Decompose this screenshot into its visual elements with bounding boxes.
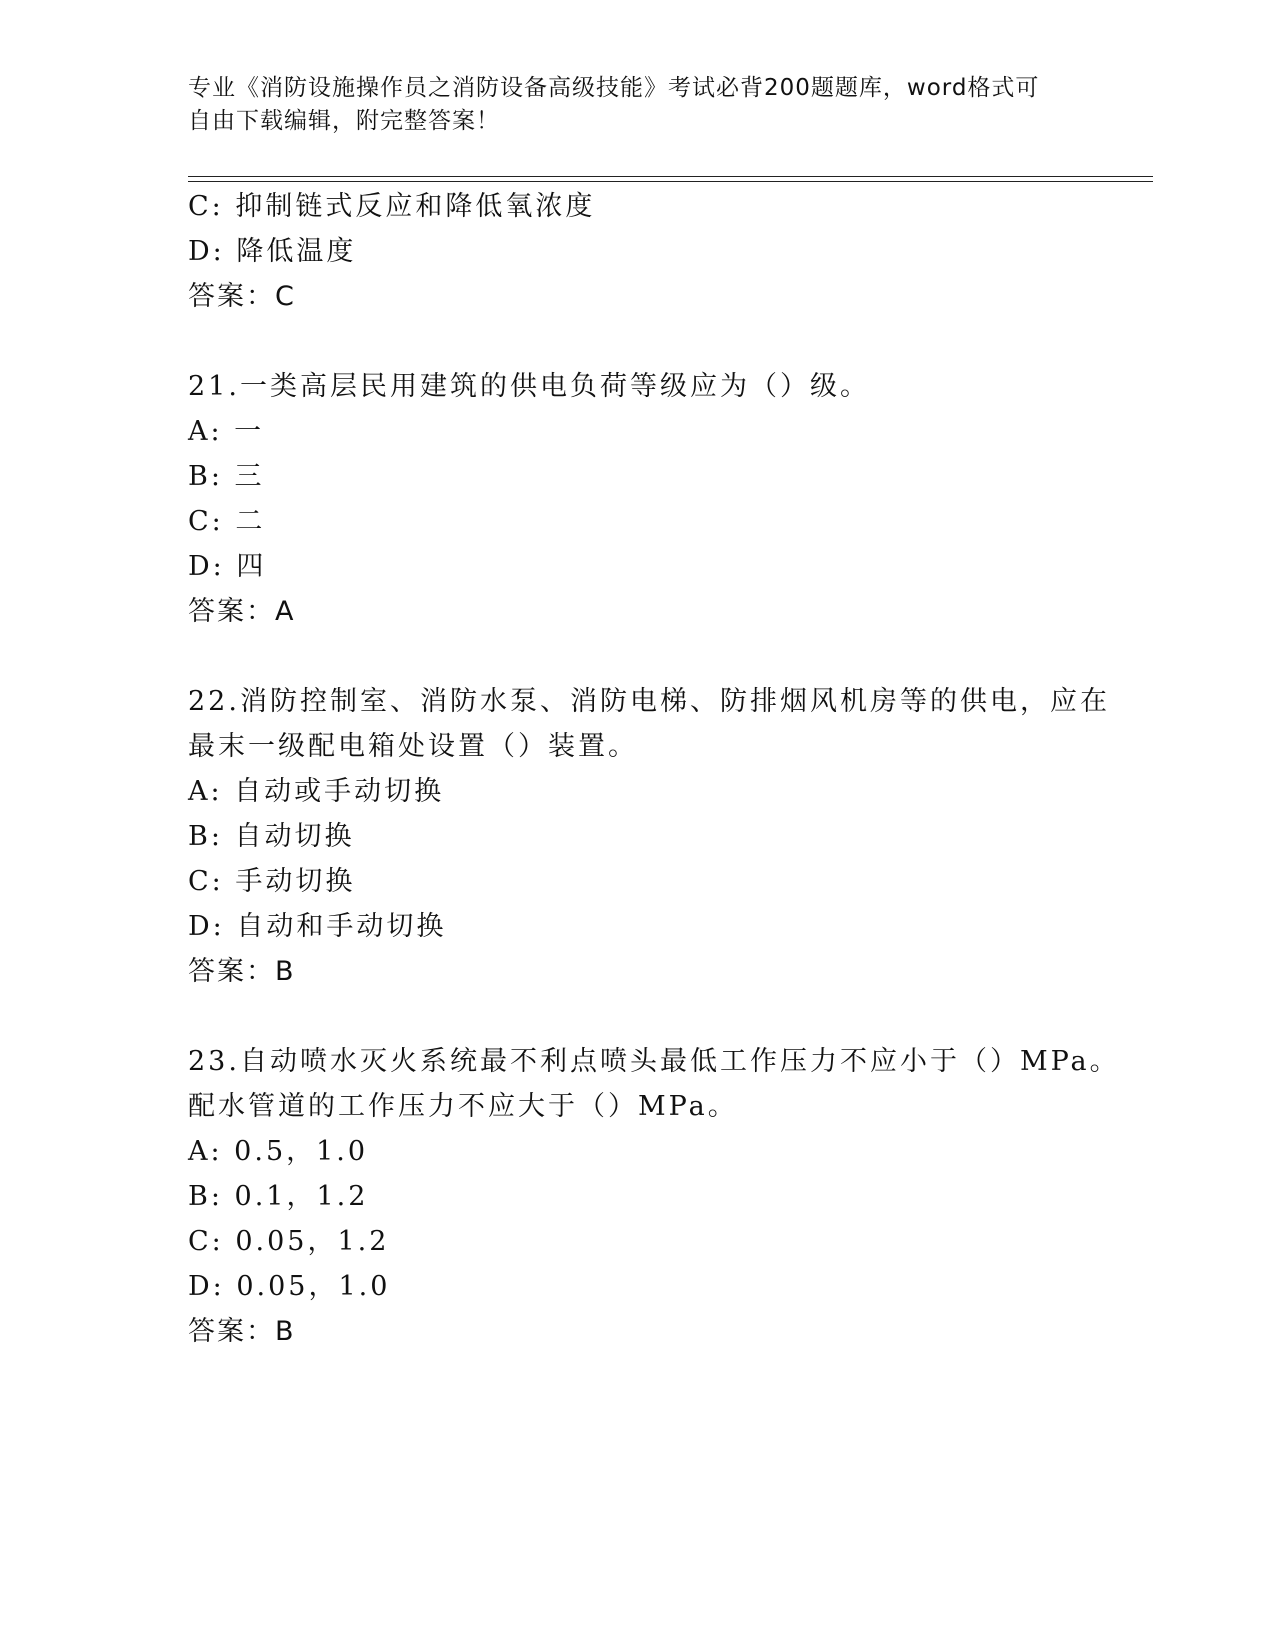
q21-option-b: B: 三 — [188, 461, 265, 492]
q23-option-a: A: 0.5，1.0 — [188, 1136, 369, 1167]
header-line-1: 专业《消防设施操作员之消防设备高级技能》考试必背200题题库，word格式可 — [188, 75, 1040, 101]
q23-option-b: B: 0.1，1.2 — [188, 1181, 369, 1212]
q23-stem-line-1: 23.自动喷水灭火系统最不利点喷头最低工作压力不应小于（）MPa。 — [188, 1046, 1120, 1077]
q21-option-d: D: 四 — [188, 551, 267, 582]
q20-option-d: D: 降低温度 — [188, 236, 357, 267]
header-line-2: 自由下载编辑，附完整答案！ — [188, 108, 500, 134]
q23-stem-line-2: 配水管道的工作压力不应大于（）MPa。 — [188, 1091, 738, 1122]
q23-answer: 答案：B — [188, 1316, 296, 1347]
q23-option-d: D: 0.05，1.0 — [188, 1271, 391, 1302]
q23-option-c: C: 0.05，1.2 — [188, 1226, 390, 1257]
q22-stem-line-2: 最末一级配电箱处设置（）装置。 — [188, 731, 638, 762]
document-header — [188, 72, 1068, 138]
q20-answer: 答案：C — [188, 281, 296, 312]
q22-option-c: C: 手动切换 — [188, 866, 356, 897]
q22-option-d: D: 自动和手动切换 — [188, 911, 447, 942]
q20-option-c: C: 抑制链式反应和降低氧浓度 — [188, 191, 596, 222]
q22-answer: 答案：B — [188, 956, 296, 987]
header-divider-top — [188, 176, 1153, 177]
q21-stem: 21.一类高层民用建筑的供电负荷等级应为（）级。 — [188, 371, 870, 402]
q21-answer: 答案：A — [188, 596, 296, 627]
q21-option-a: A: 一 — [188, 416, 265, 447]
header-divider-bottom — [188, 181, 1153, 182]
q22-option-b: B: 自动切换 — [188, 821, 355, 852]
q22-option-a: A: 自动或手动切换 — [188, 776, 445, 807]
q22-stem-line-1: 22.消防控制室、消防水泵、消防电梯、防排烟风机房等的供电，应在 — [188, 686, 1110, 717]
q21-option-c: C: 二 — [188, 506, 266, 537]
